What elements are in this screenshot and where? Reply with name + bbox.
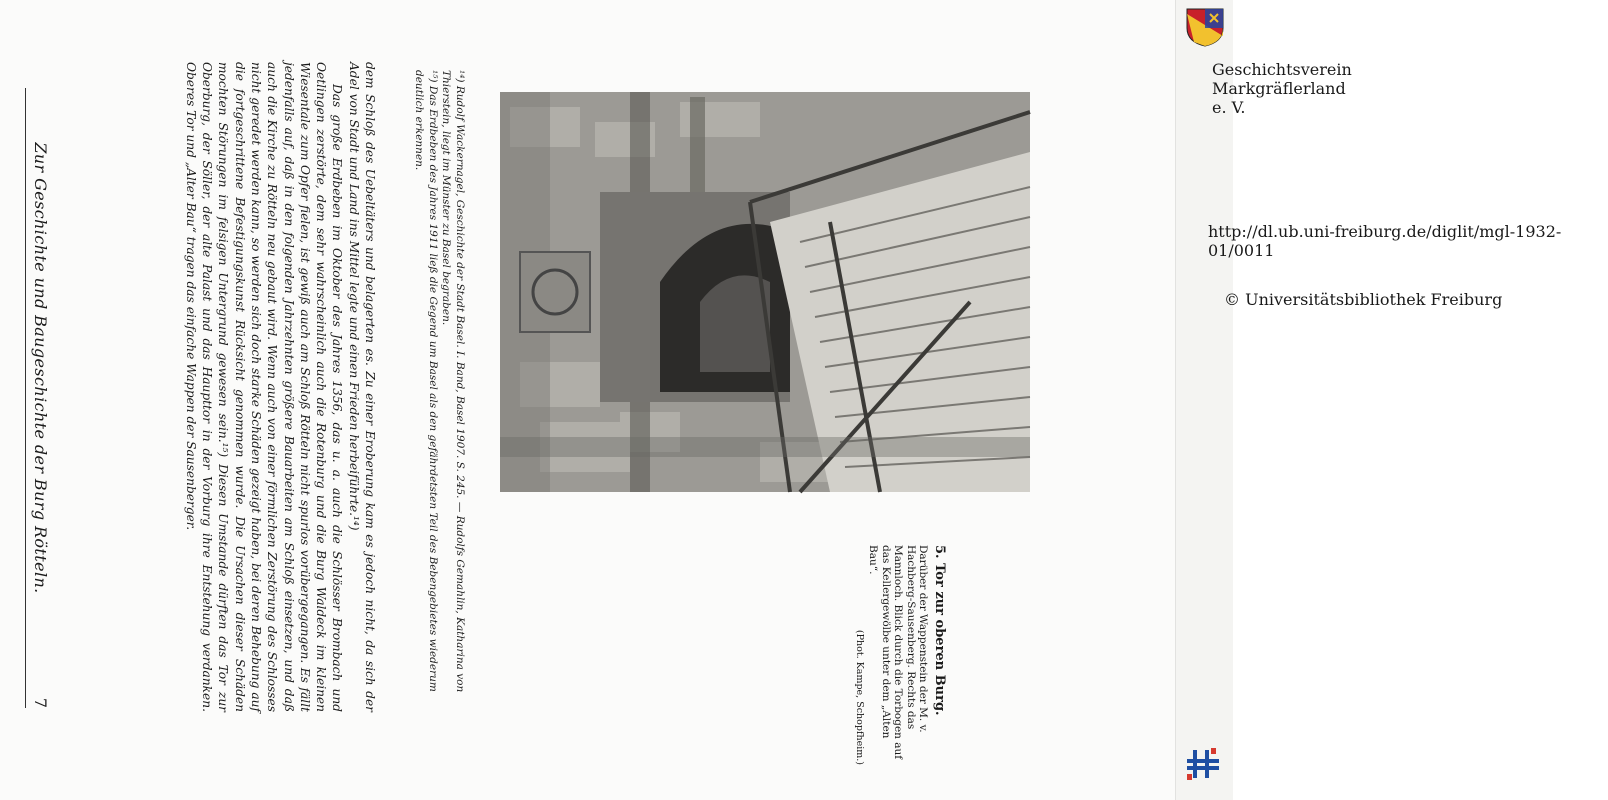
ub-freiburg-logo-icon [1183,744,1223,782]
copyright-notice: © Universitätsbibliothek Freiburg [1224,290,1503,309]
body-paragraph-2: Das große Erdbeben im Oktober des Jahres 1356, das u. a. auch die Schlösser Brombach und Oetlingen zerstörte, dem sehr wahrscheinlich auch die Rotenburg und die Burg Waldeck im kleinen Wiesentale zum Opfer fielen, ist gewiß auch am Schloß Rötteln nicht spurlos vorübergegangen. Es fällt jedenfalls auf, daß in den folgenden Jahrzehnten größere Bauarbeiten am Schloß einsetzen, und daß auch die Kirche zu Rötteln neu gebaut wird. Wenn auch von einer förmlichen Zerstörung des Schlosses nicht geredet werden kann, so werden sich doch starke Schäden gezeigt haben, bei deren Behebung auf die fortgeschrittene Befestigungskunst Rücksicht genommen wurde. Die Ursachen dieser Schäden mochten Störungen im felsigen Untergrund gewesen sein.¹⁵) Diesen Umstande dürften das Tor zur Oberburg, der Söller, der alte Palast und das Haupttor in der Vorburg ihre Entstehung verdanken. Oberes Tor und „Alter Bau“ tragen das einfache Wappen der Sausenberger. [183,62,345,712]
photo-gate-image [500,92,1030,492]
society-name [1212,60,1352,117]
caption-text: Darüber der Wappenstein der M. v. Hachberg-Sausenberg. Rechts das Mannloch. Blick durch die Torbogen auf das Kellergewölbe unter dem „Alten Bau“. [867,545,930,760]
viewer-sidebar [1175,0,1233,800]
body-paragraph-1: dem Schloß des Uebeltäters und belagerten es. Zu einer Eroberung kam es jedoch nicht, da sich der Adel von Stadt und Land ins Mittel legte und einen Frieden herbeiführte.¹⁴) [346,62,377,712]
page-header-title: Zur Geschichte und Baugeschichte der Burg Rötteln. [31,142,50,594]
photo-caption [853,545,946,765]
header-rule [25,88,26,708]
society-name-line1: Geschichtsverein [1212,60,1352,79]
caption-credit: (Phot. Kampe, Schopfheim.) [854,629,865,765]
photo-gate-upper-castle [500,92,1030,492]
running-header [18,88,50,708]
page-number: 7 [31,697,50,708]
society-name-line2: Markgräflerland e. V. [1212,79,1346,117]
footnote-14: ¹⁴) Rudolf Wackernagel, Geschichte der Stadt Basel. I. Band, Basel 1907. S. 245. — Rudolfs Gemahlin, Katharina von Thierstein, liegt im Münster zu Basel begraben. [440,70,466,693]
society-crest-icon [1184,6,1226,48]
footnotes [412,70,466,710]
permalink-url[interactable]: http://dl.ub.uni-freiburg.de/diglit/mgl-1932-01/0011 [1208,222,1562,260]
body-text [78,62,378,712]
caption-title: 5. Tor zur oberen Burg. [932,545,947,716]
footnote-15: ¹⁵) Das Erdbeben des Jahres 1911 ließ die Gegend um Basel als den gefährdetsten Teil des Bebengebietes wiederum deutlich erkennen. [413,70,439,692]
